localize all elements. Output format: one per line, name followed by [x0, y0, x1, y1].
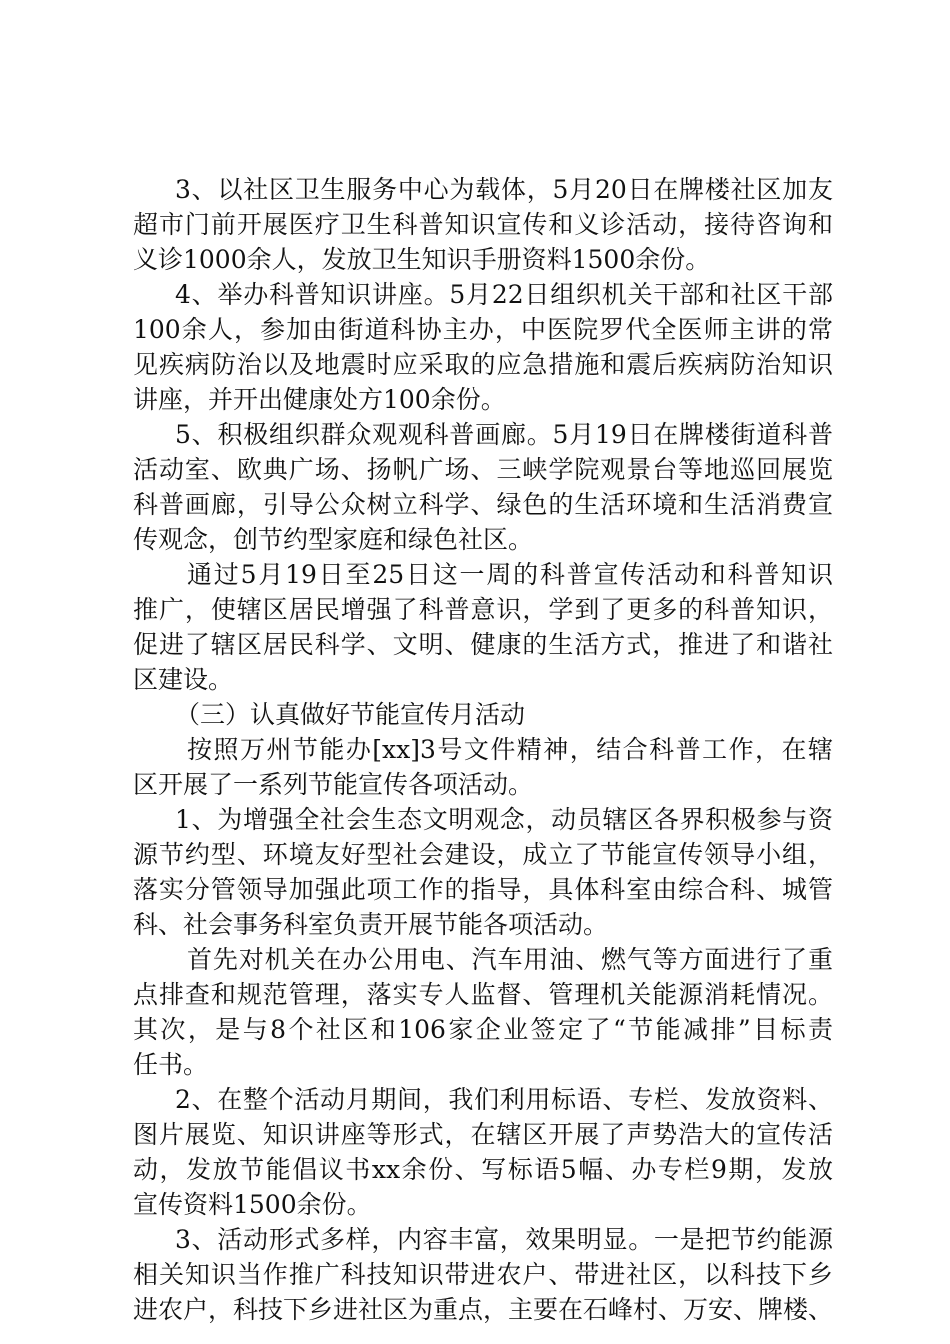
text-line: 推广，使辖区居民增强了科普意识，学到了更多的科普知识，	[133, 595, 833, 624]
text-line: 2、在整个活动月期间，我们利用标语、专栏、发放资料、	[175, 1085, 833, 1114]
text-line: 通过5月19日至25日这一周的科普宣传活动和科普知识	[187, 560, 833, 589]
text-line: 活动室、欧典广场、扬帆广场、三峡学院观景台等地巡回展览	[133, 455, 833, 484]
text-line: 按照万州节能办[xx]3号文件精神，结合科普工作，在辖	[187, 735, 833, 764]
text-line: 4、举办科普知识讲座。5月22日组织机关干部和社区干部	[175, 280, 833, 309]
text-line: 任书。	[133, 1050, 209, 1079]
text-line: 其次，是与8个社区和106家企业签定了“节能减排”目标责	[133, 1015, 833, 1044]
text-line: 宣传资料1500余份。	[133, 1190, 372, 1219]
text-line: 义诊1000余人，发放卫生知识手册资料1500余份。	[133, 245, 711, 274]
text-line: 进农户，科技下乡进社区为重点，主要在石峰村、万安、牌楼、	[133, 1295, 834, 1324]
text-line: 科普画廊，引导公众树立科学、绿色的生活环境和生活消费宣	[133, 490, 833, 519]
text-line: 传观念，创节约型家庭和绿色社区。	[133, 525, 534, 554]
section-heading: （三）认真做好节能宣传月活动	[175, 700, 526, 729]
text-line: 落实分管领导加强此项工作的指导，具体科室由综合科、城管	[133, 875, 833, 904]
text-line: 1、为增强全社会生态文明观念，动员辖区各界积极参与资	[175, 805, 833, 834]
text-line: 讲座，并开出健康处方100余份。	[133, 385, 506, 414]
text-line: 3、以社区卫生服务中心为载体，5月20日在牌楼社区加友	[175, 175, 833, 204]
text-line: 5、积极组织群众观观科普画廊。5月19日在牌楼街道科普	[175, 420, 833, 449]
text-line: 科、社会事务科室负责开展节能各项活动。	[133, 910, 609, 939]
text-line: 首先对机关在办公用电、汽车用油、燃气等方面进行了重	[187, 945, 833, 974]
text-line: 源节约型、环境友好型社会建设，成立了节能宣传领导小组，	[133, 840, 833, 869]
text-line: 图片展览、知识讲座等形式，在辖区开展了声势浩大的宣传活	[133, 1120, 833, 1149]
text-line: 见疾病防治以及地震时应采取的应急措施和震后疾病防治知识	[133, 350, 833, 379]
text-line: 动，发放节能倡议书xx余份、写标语5幅、办专栏9期，发放	[133, 1155, 833, 1184]
text-line: 100余人，参加由街道科协主办，中医院罗代全医师主讲的常	[133, 315, 833, 344]
text-line: 区建设。	[133, 665, 234, 694]
text-line: 促进了辖区居民科学、文明、健康的生活方式，推进了和谐社	[133, 630, 833, 659]
text-line: 相关知识当作推广科技知识带进农户、带进社区，以科技下乡	[133, 1260, 833, 1289]
text-line: 3、活动形式多样，内容丰富，效果明显。一是把节约能源	[175, 1225, 833, 1254]
text-line: 区开展了一系列节能宣传各项活动。	[133, 770, 534, 799]
text-line: 超市门前开展医疗卫生科普知识宣传和义诊活动，接待咨询和	[133, 210, 833, 239]
text-line: 点排查和规范管理，落实专人监督、管理机关能源消耗情况。	[133, 980, 833, 1009]
